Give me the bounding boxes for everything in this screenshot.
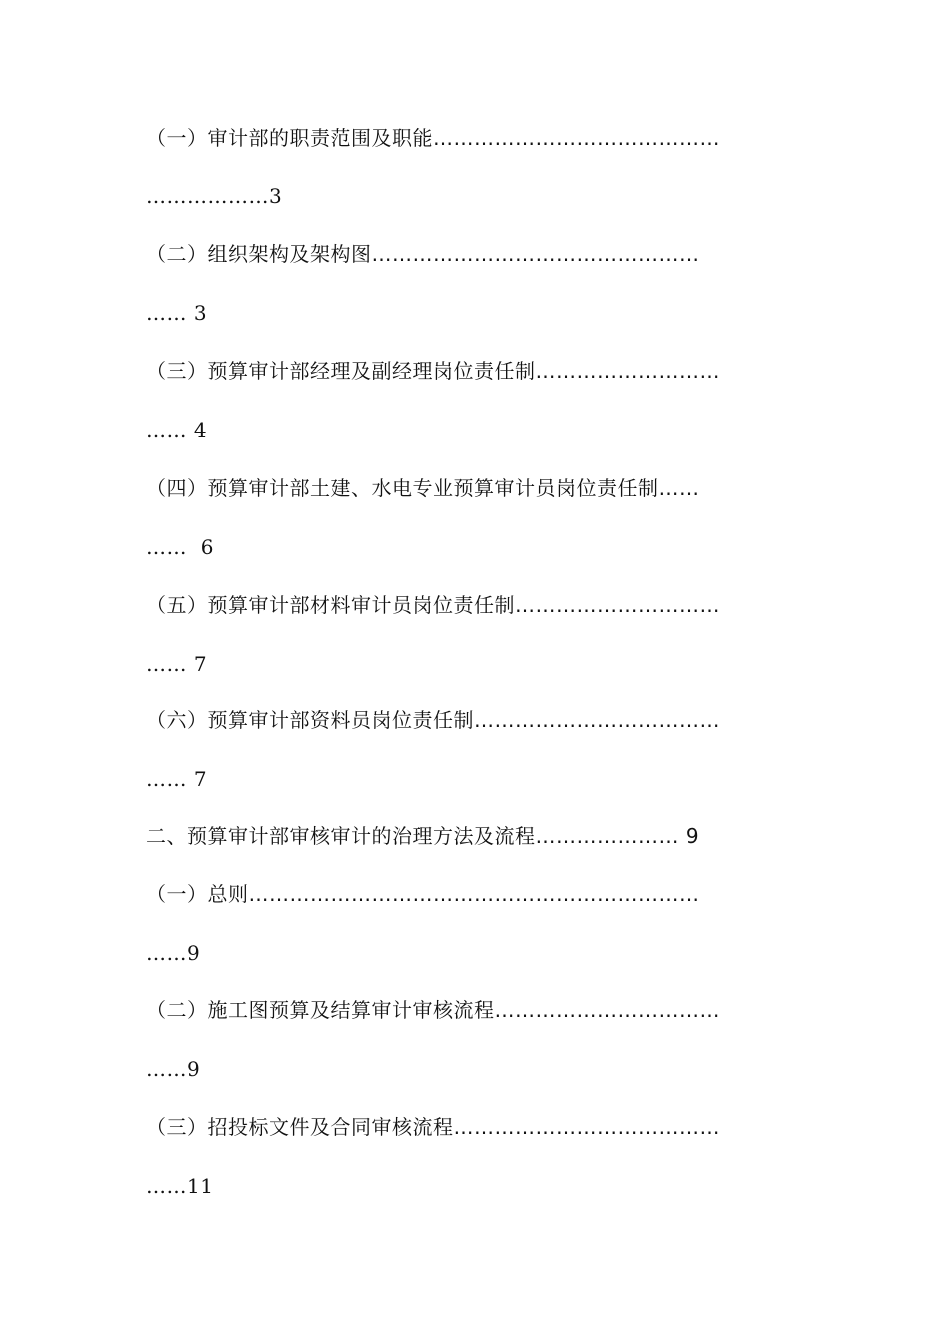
toc-entry-1-5-page: …… 7	[146, 652, 208, 676]
toc-entry-1-6: （六）预算审计部资料员岗位责任制………………………………	[146, 708, 720, 732]
toc-entry-2-2-page: ……9	[146, 1057, 201, 1081]
toc-entry-1-1: （一）审计部的职责范围及职能……………………………………	[146, 126, 720, 150]
toc-entry-1-1-page: ………………3	[146, 184, 283, 208]
toc-entry-2-1-page: ……9	[146, 941, 201, 965]
toc-entry-1-3: （三）预算审计部经理及副经理岗位责任制………………………	[146, 359, 720, 383]
toc-entry-1-4-page: …… 6	[146, 535, 214, 559]
toc-section-2: 二、预算审计部审核审计的治理方法及流程………………… 9	[146, 824, 700, 848]
toc-entry-1-5: （五）预算审计部材料审计员岗位责任制…………………………	[146, 593, 720, 617]
toc-entry-1-2-page: …… 3	[146, 301, 208, 325]
toc-entry-1-3-page: …… 4	[146, 418, 208, 442]
toc-entry-2-2: （二）施工图预算及结算审计审核流程……………………………	[146, 998, 720, 1022]
toc-entry-2-3-page: ……11	[146, 1174, 214, 1198]
toc-entry-2-3: （三）招投标文件及合同审核流程…………………………………	[146, 1115, 720, 1139]
toc-entry-1-6-page: …… 7	[146, 767, 208, 791]
toc-entry-1-4: （四）预算审计部土建、水电专业预算审计员岗位责任制……	[146, 476, 700, 500]
toc-entry-1-2: （二）组织架构及架构图…………………………………………	[146, 242, 700, 266]
toc-entry-2-1: （一）总则…………………………………………………………	[146, 882, 700, 906]
